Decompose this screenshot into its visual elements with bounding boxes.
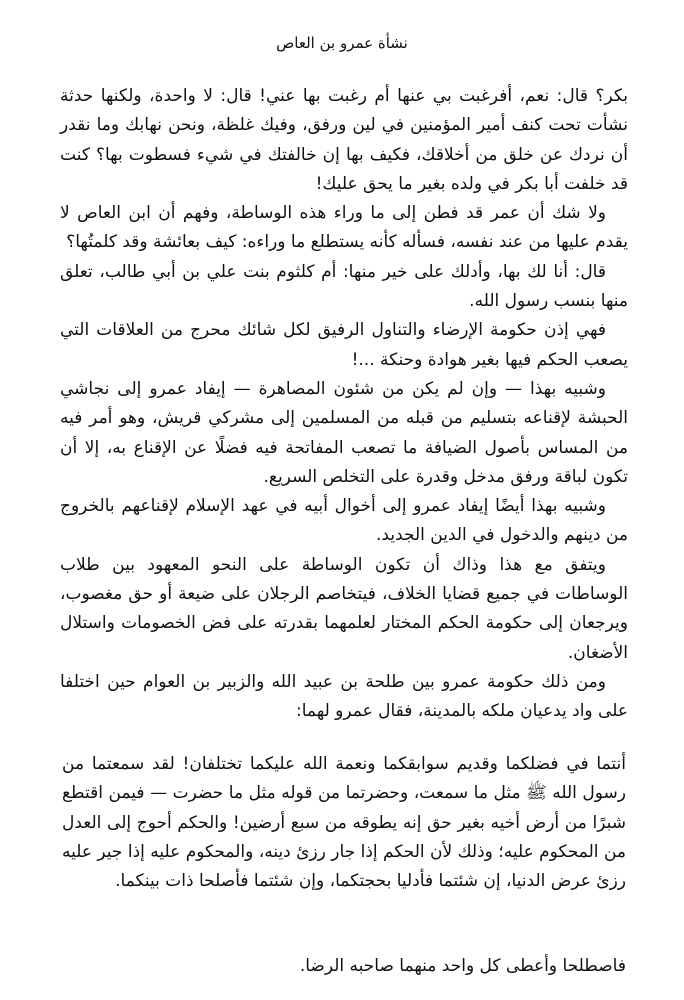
closing-text: فاصطلحا وأعطى كل واحد منهما صاحبه الرضا. bbox=[299, 956, 626, 976]
main-text bbox=[60, 82, 628, 727]
paragraph: بكر؟ قال: نعم، أفرغبت بي عنها أم رغبت بها عني! قال: لا واحدة، ولكنها حدثة نشأت تحت كنف أمير المؤمنين في لين ورفق، وفيك غلظة، ونحن نهابك وما نقدر أن نردك عن خلق من أخلاقك، فكيف بها إن خالفتك في شيء فسطوت بها؟ كنت قد خلفت أبا بكر في ولده بغير ما يحق عليك! bbox=[60, 86, 628, 194]
quoted-speech bbox=[62, 750, 626, 896]
paragraph: وشبيه بهذا — وإن لم يكن من شئون المصاهرة — إيفاد عمرو إلى نجاشي الحبشة لإقناعه بتسليم من قبله من المسلمين إلى مشركي قريش، وهو أمر فيه من المساس بأصول الضيافة ما تصعب المفاتحة فيه فضلًا عن الإقناع به، إلا أن تكون لباقة ورفق مدخل وقدرة على التخلص السريع. bbox=[60, 378, 628, 487]
paragraph: فهي إذن حكومة الإرضاء والتناول الرفيق لكل شائك محرج من العلاقات التي يصعب الحكم فيها بغير هوادة وحنكة ...! bbox=[60, 320, 628, 370]
paragraph: ومن ذلك حكومة عمرو بين طلحة بن عبيد الله والزبير بن العوام حين اختلفا على واد يدعيان ملكه بالمدينة، فقال عمرو لهما: bbox=[60, 671, 628, 722]
paragraph: ويتفق مع هذا وذاك أن تكون الوساطة على النحو المعهود بين طلاب الوساطات في جميع قضايا الخلاف، فيتخاصم الرجلان على ضيعة أو حق مغصوب، ويرجعان إلى حكومة الحكم المختار لعلمهما بقدرته على فض الخصومات واستلال الأضغان. bbox=[60, 554, 628, 663]
paragraph: وشبيه بهذا أيضًا إيفاد عمرو إلى أخوال أبيه في عهد الإسلام لإقناعهم بالخروج من دينهم والدخول في الدين الجديد. bbox=[60, 496, 628, 546]
running-header: نشأة عمرو بن العاص bbox=[276, 34, 408, 52]
paragraph: ولا شك أن عمر قد فطن إلى ما وراء هذه الوساطة، وفهم أن ابن العاص لا يقدم عليها من عند نفسه، فسأله كأنه يستطلع ما وراءه: كيف بعائشة وقد كلمتُها؟ bbox=[60, 203, 628, 253]
quote-text: أنتما في فضلكما وقديم سوابقكما ونعمة الله عليكما تختلفان! لقد سمعتما من رسول الله ﷺ مثل ما سمعت، وحضرتما من قوله مثل ما حضرت — فيمن اقتطع شبرًا من أرض أخيه بغير حق إنه يطوقه من سبع أرضين! والحكم أحوج إلى العدل من المحكوم عليه؛ وذلك لأن الحكم إذا جار رزئ دينه، والمحكوم عليه إذا جير عليه رزئ عرض الدنيا، إن شئتما فأدليا بحجتكما، وإن شئتما فأصلحا ذات بينكما. bbox=[62, 754, 626, 892]
paragraph: قال: أنا لك بها، وأدلك على خير منها: أم كلثوم بنت علي بن أبي طالب، تعلق منها بنسب رسول الله. bbox=[60, 261, 628, 312]
closing-line bbox=[62, 952, 626, 981]
